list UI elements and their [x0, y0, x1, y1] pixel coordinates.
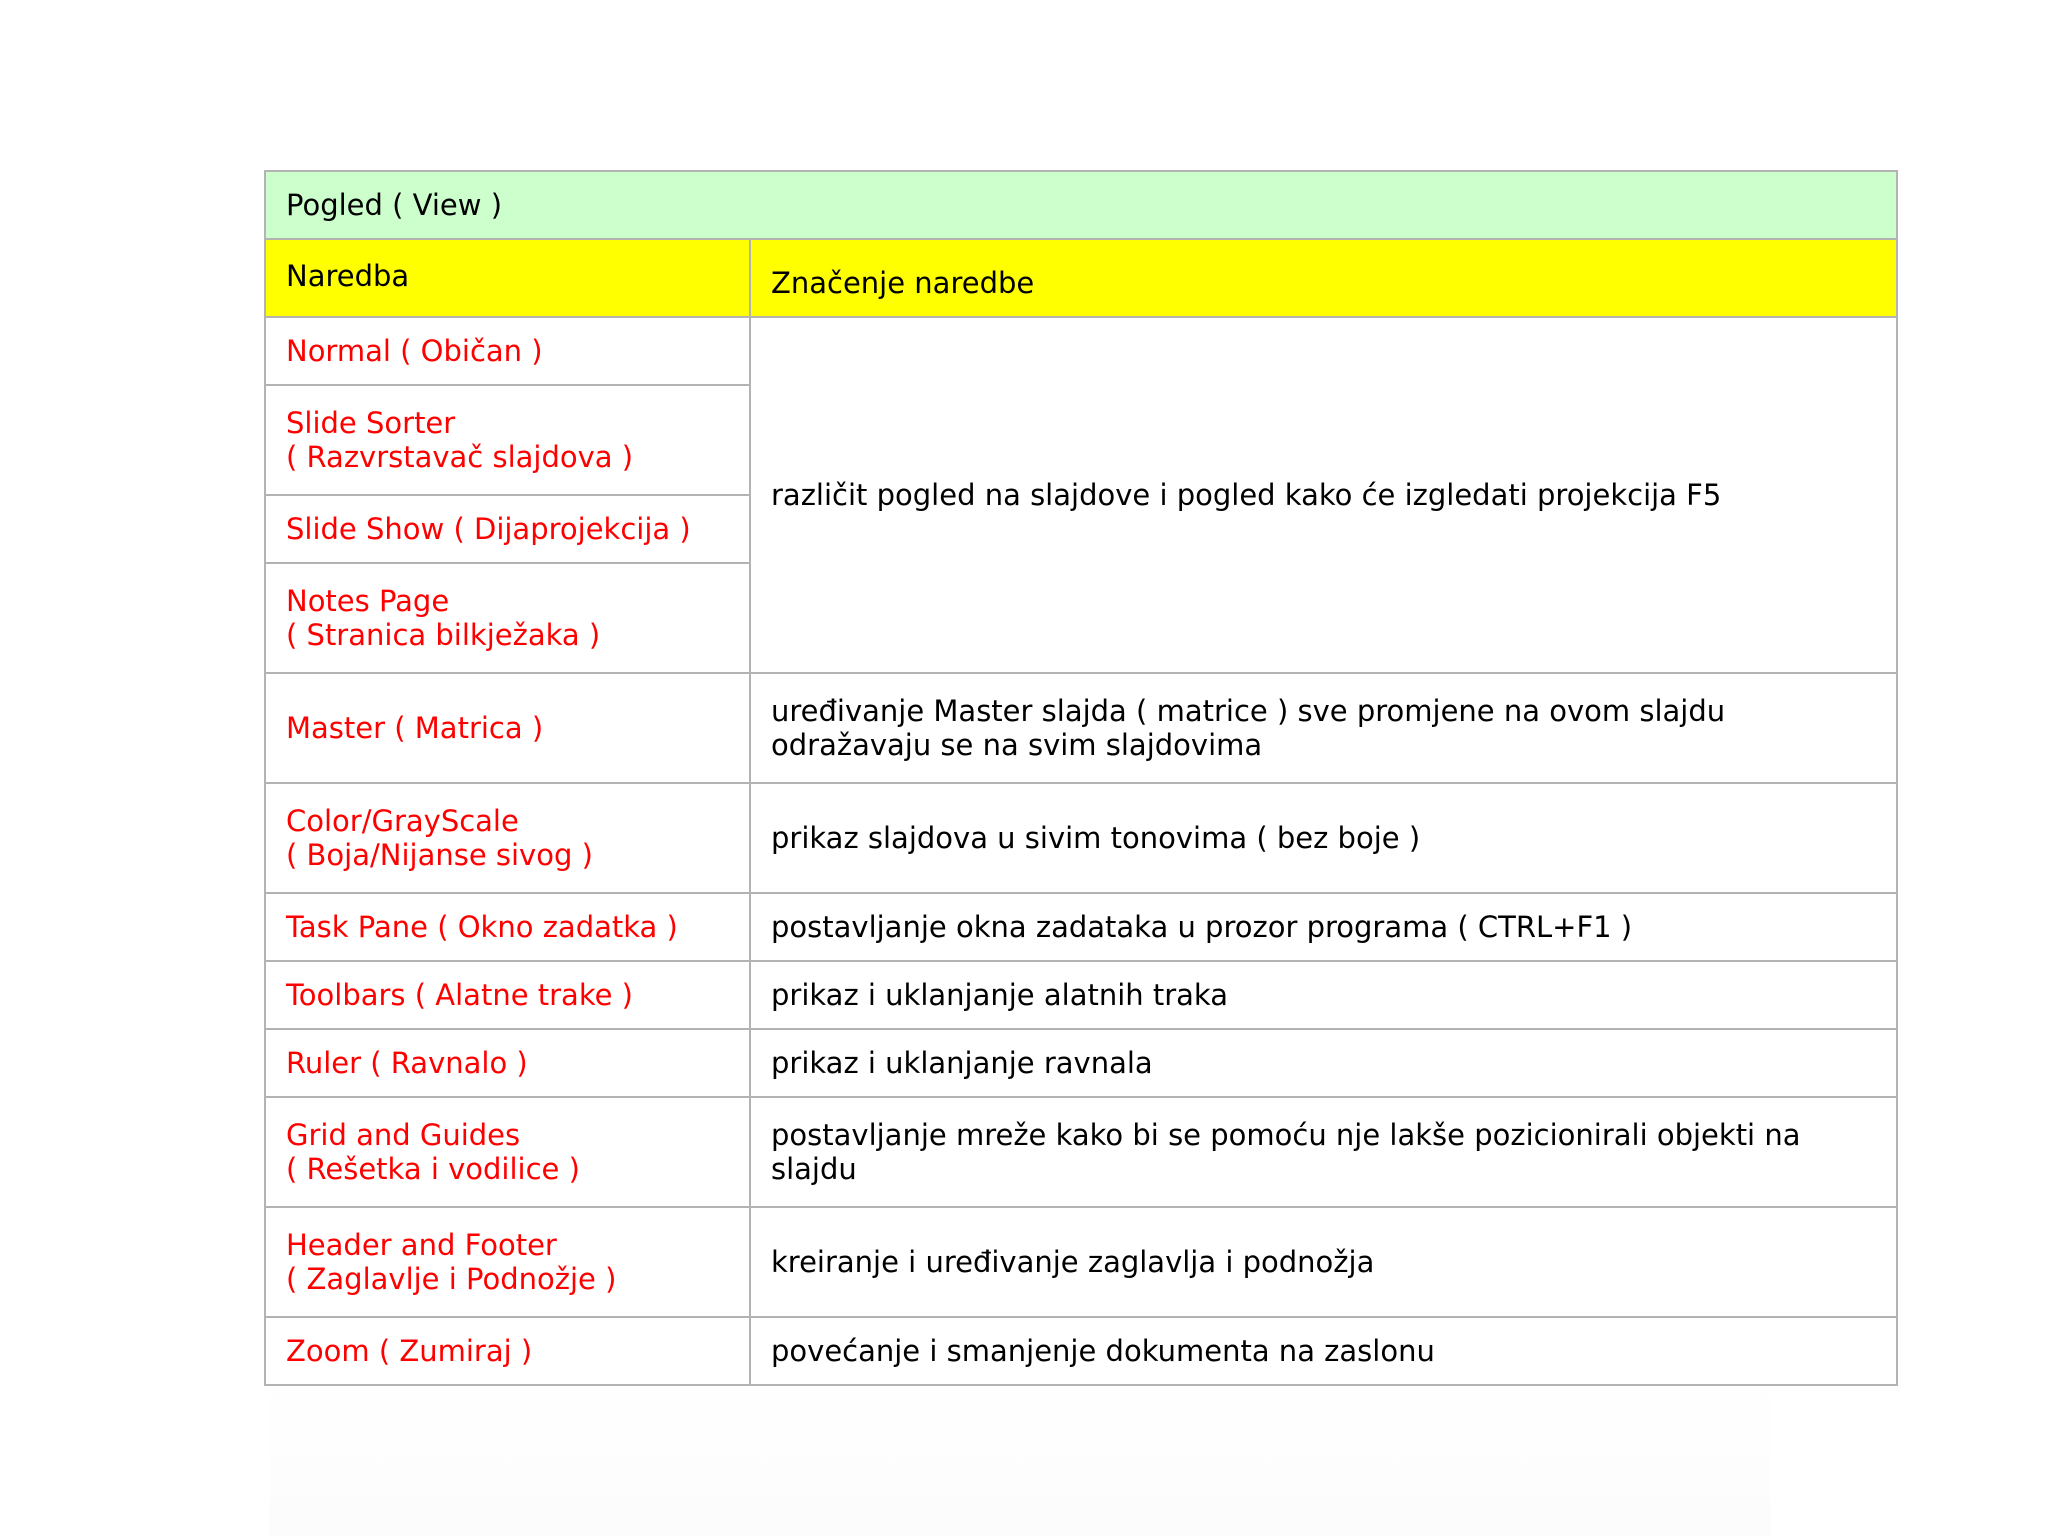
table-header-row [265, 239, 1897, 317]
command-label: Slide Show ( Dijaprojekcija ) [286, 512, 691, 546]
command-cell [265, 1097, 750, 1207]
description-text: postavljanje okna zadataka u prozor programa ( CTRL+F1 ) [771, 910, 1633, 944]
command-sublabel: ( Zaglavlje i Podnožje ) [286, 1262, 617, 1296]
description-text: postavljanje mreže kako bi se pomoću nje lakše pozicionirali objekti na [771, 1118, 1801, 1152]
command-cell [265, 673, 750, 783]
table-row [265, 1317, 1897, 1385]
table-row [265, 673, 1897, 783]
shared-description-cell [750, 317, 1897, 673]
command-cell [265, 961, 750, 1029]
command-cell [265, 1317, 750, 1385]
description-cell [750, 1029, 1897, 1097]
table-row [265, 317, 1897, 385]
command-sublabel: ( Rešetka i vodilice ) [286, 1152, 580, 1186]
description-cell [750, 961, 1897, 1029]
command-cell [265, 563, 750, 673]
command-label: Task Pane ( Okno zadatka ) [286, 910, 678, 944]
description-text: kreiranje i uređivanje zaglavlja i podnožja [771, 1245, 1375, 1279]
description-cell [750, 783, 1897, 893]
command-cell [265, 1207, 750, 1317]
command-cell [265, 1029, 750, 1097]
page-shade [270, 1370, 1770, 1536]
description-text: prikaz i uklanjanje ravnala [771, 1046, 1153, 1080]
header-command: Naredba [265, 239, 750, 317]
description-cell [750, 673, 1897, 783]
command-label: Zoom ( Zumiraj ) [286, 1334, 533, 1368]
header-meaning: Značenje naredbe [750, 239, 1897, 317]
description-text: uređivanje Master slajda ( matrice ) sve promjene na ovom slajdu [771, 694, 1726, 728]
table-row [265, 961, 1897, 1029]
description-cell [750, 1207, 1897, 1317]
description-text: prikaz i uklanjanje alatnih traka [771, 978, 1228, 1012]
table-row [265, 1029, 1897, 1097]
view-commands-table [264, 170, 1898, 1386]
description-text: prikaz slajdova u sivim tonovima ( bez boje ) [771, 821, 1421, 855]
command-label: Ruler ( Ravnalo ) [286, 1046, 528, 1080]
table-title-row [265, 171, 1897, 239]
command-cell [265, 385, 750, 495]
table-title: Pogled ( View ) [265, 171, 1897, 239]
description-cell [750, 1317, 1897, 1385]
command-cell [265, 783, 750, 893]
command-cell [265, 495, 750, 563]
command-label: Grid and Guides [286, 1118, 521, 1152]
command-label: Color/GrayScale [286, 804, 519, 838]
command-cell [265, 893, 750, 961]
description-cell [750, 893, 1897, 961]
command-sublabel: ( Razvrstavač slajdova ) [286, 440, 634, 474]
command-label: Notes Page [286, 584, 450, 618]
command-label: Toolbars ( Alatne trake ) [286, 978, 633, 1012]
command-sublabel: ( Stranica bilkježaka ) [286, 618, 601, 652]
description-cell [750, 1097, 1897, 1207]
command-label: Header and Footer [286, 1228, 557, 1262]
table-row [265, 783, 1897, 893]
description-text-cont: odražavaju se na svim slajdovima [771, 728, 1263, 762]
description-text: različit pogled na slajdove i pogled kako će izgledati projekcija F5 [771, 478, 1722, 512]
table-row [265, 1207, 1897, 1317]
table-row [265, 1097, 1897, 1207]
table-row [265, 893, 1897, 961]
command-cell [265, 317, 750, 385]
command-label: Master ( Matrica ) [286, 711, 544, 745]
command-sublabel: ( Boja/Nijanse sivog ) [286, 838, 593, 872]
description-text: povećanje i smanjenje dokumenta na zaslonu [771, 1334, 1435, 1368]
command-label: Normal ( Običan ) [286, 334, 543, 368]
description-text-cont: slajdu [771, 1152, 857, 1186]
command-label: Slide Sorter [286, 406, 456, 440]
